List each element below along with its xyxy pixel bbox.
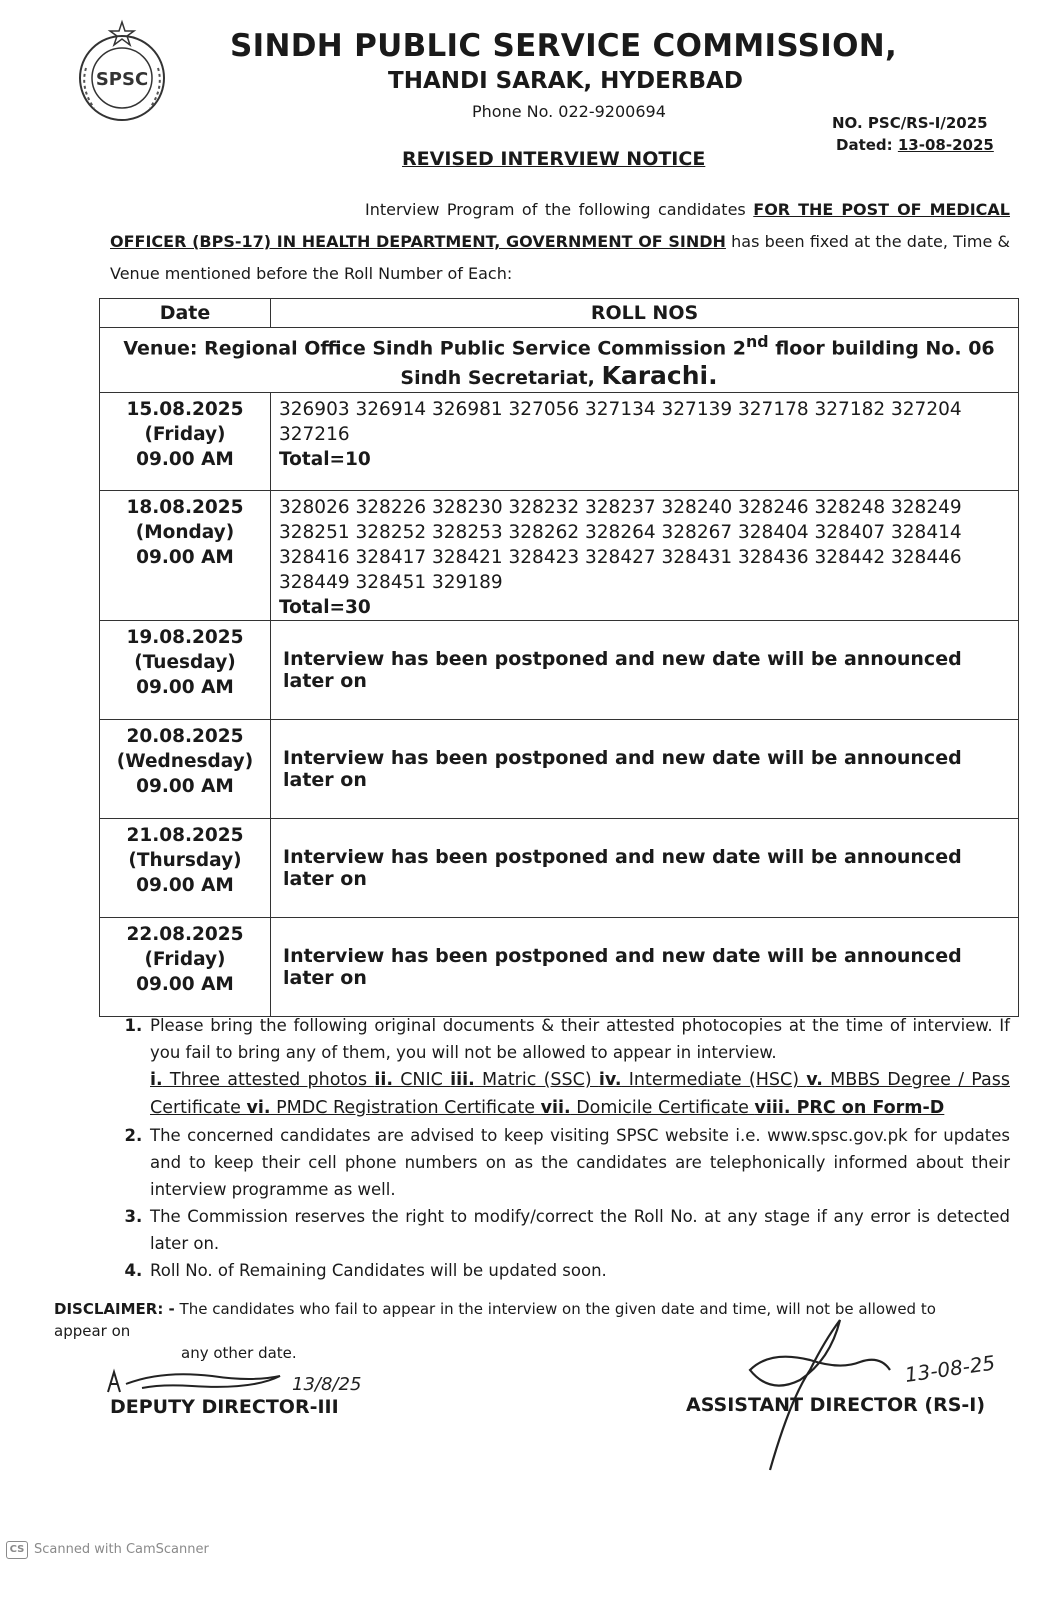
- org-name: SINDH PUBLIC SERVICE COMMISSION,: [230, 28, 898, 64]
- date-cell: [100, 819, 271, 918]
- disclaimer-text: The candidates who fail to appear in the interview on the given date and time, will not be allowed to appear on: [54, 1300, 936, 1340]
- venue-cell: [100, 328, 1019, 393]
- table-header-row: [100, 299, 1019, 328]
- table-row: [100, 393, 1019, 491]
- venue-row: [100, 328, 1019, 393]
- dated-label: Dated:: [836, 136, 898, 154]
- col-header-date: Date: [100, 299, 271, 328]
- required-documents: [150, 1070, 1010, 1118]
- disclaimer-label: DISCLAIMER: -: [54, 1300, 175, 1318]
- doc-text: Domicile Certificate: [570, 1098, 755, 1118]
- instruction-item: 3. The Commission reserves the right to modify/correct the Roll No. at any stage if any error is detected later on.: [148, 1203, 1010, 1257]
- postponed-note: Interview has been postponed and new date will be announced later on: [271, 621, 1019, 720]
- date-cell: [100, 918, 271, 1017]
- intro-post: FOR THE POST OF MEDICAL OFFICER (BPS-17) IN HEALTH DEPARTMENT, GOVERNMENT OF SINDH: [110, 200, 1010, 251]
- rolls-cell: [271, 393, 1019, 491]
- day-value: (Wednesday): [116, 751, 254, 773]
- interview-schedule-table: [99, 298, 1019, 1017]
- date-value: 21.08.2025: [126, 825, 244, 847]
- org-phone: Phone No. 022-9200694: [472, 102, 666, 121]
- day-value: (Friday): [144, 424, 226, 446]
- date-cell: [100, 720, 271, 819]
- reference-number: NO. PSC/RS-I/2025: [832, 114, 988, 132]
- postponed-note: Interview has been postponed and new date will be announced later on: [271, 720, 1019, 819]
- doc-num: iv.: [598, 1070, 622, 1090]
- table-row: [100, 491, 1019, 621]
- time-value: 09.00 AM: [136, 974, 234, 996]
- dated: [836, 136, 994, 154]
- assistant-director-signature: [730, 1300, 1020, 1480]
- time-value: 09.00 AM: [136, 776, 234, 798]
- doc-text: CNIC: [392, 1070, 451, 1090]
- assistant-sign-date: 13-08-25: [903, 1350, 997, 1387]
- date-value: 19.08.2025: [126, 627, 244, 649]
- date-cell: [100, 393, 271, 491]
- instruction-item: 2. The concerned candidates are advised to keep visiting SPSC website i.e. www.spsc.gov.pk for updates and to keep their cell phone numbers on as the candidates are telephonically informed about their interview programme as well.: [148, 1122, 1010, 1203]
- roll-total: Total=10: [279, 449, 371, 471]
- table-row: [100, 918, 1019, 1017]
- table-row: [100, 621, 1019, 720]
- rolls-cell: [271, 491, 1019, 621]
- venue-text: Venue: Regional Office Sindh Public Service Commission 2: [123, 337, 746, 360]
- doc-num: v.: [806, 1070, 823, 1090]
- instruction-item: 4. Roll No. of Remaining Candidates will be updated soon.: [148, 1257, 1010, 1284]
- roll-numbers: 326903 326914 326981 327056 327134 327139 327178 327182 327204 327216: [279, 399, 962, 446]
- venue-city: Karachi.: [601, 361, 718, 391]
- day-value: (Thursday): [128, 850, 242, 872]
- instruction-text: Please bring the following original documents & their attested photocopies at the time of interview. If you fail to bring any of them, you will not be allowed to appear in interview.: [150, 1016, 1010, 1062]
- time-value: 09.00 AM: [136, 449, 234, 471]
- intro-paragraph: [110, 194, 1010, 290]
- time-value: 09.00 AM: [136, 547, 234, 569]
- table-row: [100, 720, 1019, 819]
- date-value: 22.08.2025: [126, 924, 244, 946]
- doc-num: iii.: [450, 1070, 475, 1090]
- doc-num: i.: [150, 1070, 163, 1090]
- date-value: 20.08.2025: [126, 726, 244, 748]
- date-cell: [100, 621, 271, 720]
- doc-num: viii. PRC on Form-D: [754, 1098, 945, 1118]
- intro-part1: Interview Program of the following candidates: [365, 200, 754, 219]
- doc-text: MBBS Degree / Pass Certificate: [150, 1070, 1010, 1118]
- date-value: 18.08.2025: [126, 497, 244, 519]
- org-address: THANDI SARAK, HYDERBAD: [388, 68, 743, 94]
- venue-sup: nd: [746, 332, 769, 351]
- instructions-list: [110, 1012, 1010, 1284]
- day-value: (Tuesday): [134, 652, 236, 674]
- doc-text: Intermediate (HSC): [621, 1070, 807, 1090]
- doc-text: Matric (SSC): [474, 1070, 599, 1090]
- doc-num: vi.: [246, 1098, 271, 1118]
- time-value: 09.00 AM: [136, 677, 234, 699]
- col-header-rolls: ROLL NOS: [271, 299, 1019, 328]
- venue-text2: floor building No. 06 Sindh Secretariat,: [400, 337, 995, 390]
- disclaimer-text2: any other date.: [181, 1344, 297, 1362]
- day-value: (Friday): [144, 949, 226, 971]
- intro-part2: has been fixed at the date, Time & Venue mentioned before the Roll Number of Each:: [110, 232, 1011, 283]
- doc-text: PMDC Registration Certificate: [270, 1098, 541, 1118]
- instruction-item: [148, 1012, 1010, 1122]
- scanner-watermark: Scanned with CamScanner: [34, 1542, 209, 1557]
- deputy-director-title: DEPUTY DIRECTOR-III: [110, 1396, 339, 1418]
- spsc-seal-logo: [68, 18, 176, 126]
- postponed-note: Interview has been postponed and new date will be announced later on: [271, 819, 1019, 918]
- doc-num: vii.: [540, 1098, 571, 1118]
- notice-title: REVISED INTERVIEW NOTICE: [402, 148, 706, 170]
- dated-value: 13-08-2025: [897, 136, 994, 154]
- doc-num: ii.: [374, 1070, 393, 1090]
- camscanner-icon: CS: [6, 1541, 28, 1559]
- table-row: [100, 819, 1019, 918]
- day-value: (Monday): [135, 522, 235, 544]
- date-value: 15.08.2025: [126, 399, 244, 421]
- seal-text: SPSC: [95, 69, 149, 90]
- roll-total: Total=30: [279, 597, 371, 619]
- time-value: 09.00 AM: [136, 875, 234, 897]
- roll-numbers: 328026 328226 328230 328232 328237 328240 328246 328248 328249 328251 328252 328253 328262 328264 328267 328404 328407 328414 328416 328417 328421 328423 328427 328431 328436 328442 328446 328449 328451 329189: [279, 497, 962, 594]
- postponed-note: Interview has been postponed and new date will be announced later on: [271, 918, 1019, 1017]
- doc-text: Three attested photos: [162, 1070, 375, 1090]
- date-cell: [100, 491, 271, 621]
- assistant-director-title: ASSISTANT DIRECTOR (RS-I): [686, 1394, 986, 1416]
- deputy-sign-date: 13/8/25: [292, 1374, 362, 1395]
